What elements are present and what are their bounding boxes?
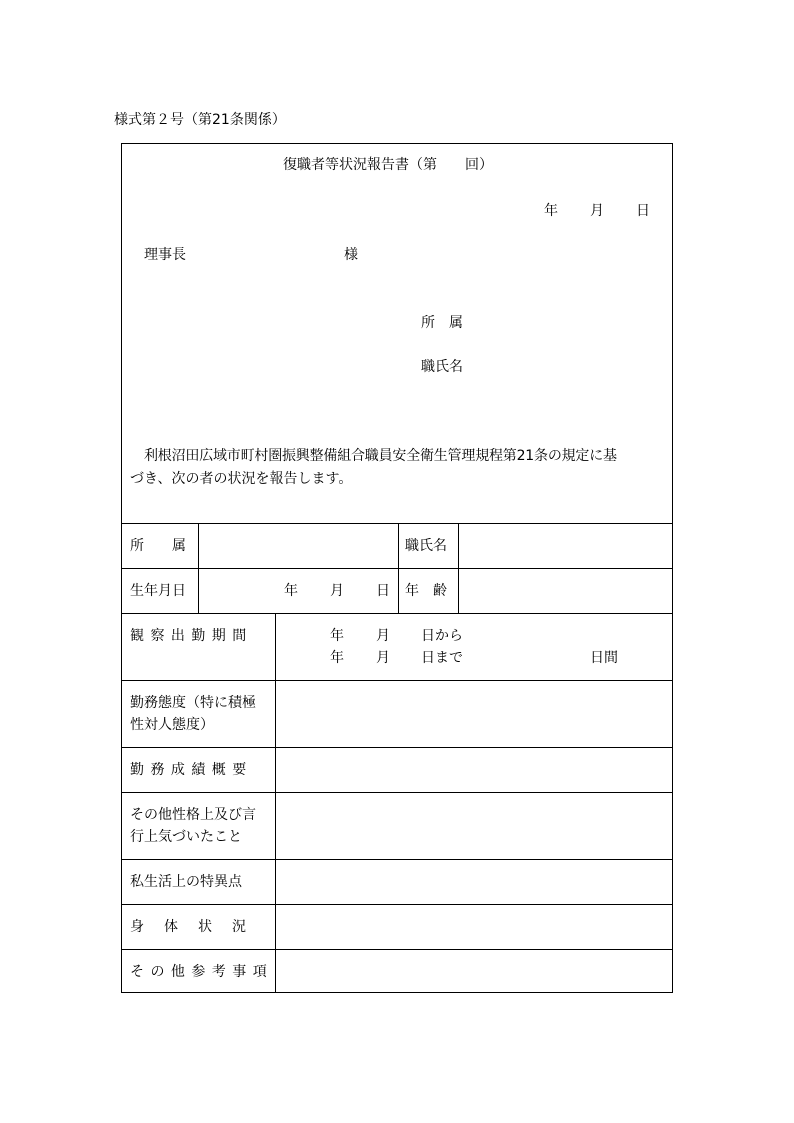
name-label: 職氏名 <box>405 538 447 554</box>
work-attitude-label-2: 性対人態度） <box>130 717 214 733</box>
row-divider <box>121 568 673 569</box>
birthdate-label: 生年月日 <box>130 583 186 599</box>
column-divider <box>398 523 399 613</box>
column-divider <box>275 613 276 993</box>
row-divider <box>121 613 673 614</box>
period-start-year: 年 <box>330 628 344 644</box>
private-life-label: 私生活上の特異点 <box>130 874 242 890</box>
period-end-year: 年 <box>330 650 344 666</box>
birth-month-label: 月 <box>330 583 344 599</box>
work-attitude-label-1: 勤務態度（特に積極 <box>130 695 256 711</box>
date-day-label: 日 <box>636 203 650 219</box>
column-divider <box>458 523 459 613</box>
birth-day-label: 日 <box>376 583 390 599</box>
row-divider <box>121 792 673 793</box>
other-traits-label-1: その他性格上及び言 <box>130 807 256 823</box>
birth-year-label: 年 <box>284 583 298 599</box>
column-divider <box>198 523 199 613</box>
age-label: 年 齢 <box>405 583 447 599</box>
period-days-label: 日間 <box>590 650 618 666</box>
other-traits-label-2: 行上気づいたこと <box>130 829 242 845</box>
statement-line-2: づき、次の者の状況を報告します。 <box>130 471 353 487</box>
addressee-honorific: 様 <box>344 247 358 263</box>
period-end-day: 日まで <box>421 650 463 666</box>
statement-line-1: 利根沼田広域市町村圏振興整備組合職員安全衛生管理規程第21条の規定に基 <box>144 448 617 464</box>
row-divider <box>121 680 673 681</box>
observation-period-label: 観 察 出 勤 期 間 <box>130 628 248 644</box>
period-start-month: 月 <box>376 628 390 644</box>
date-month-label: 月 <box>590 203 604 219</box>
table-top-rule <box>121 523 673 524</box>
physical-condition-label: 身 体 状 況 <box>130 919 249 935</box>
row-divider <box>121 859 673 860</box>
row-divider <box>121 904 673 905</box>
period-start-day: 日から <box>421 628 463 644</box>
date-year-label: 年 <box>544 203 558 219</box>
addressee-role: 理事長 <box>144 247 186 263</box>
reporter-name-label: 職氏名 <box>421 359 463 375</box>
row-divider <box>121 949 673 950</box>
period-end-month: 月 <box>376 650 390 666</box>
form-number: 様式第２号（第21条関係） <box>114 112 286 128</box>
work-performance-label: 勤 務 成 績 概 要 <box>130 762 248 778</box>
row-divider <box>121 747 673 748</box>
form-title: 復職者等状況報告書（第 回） <box>283 157 493 173</box>
reporter-dept-label: 所 属 <box>421 315 463 331</box>
dept-label: 所 属 <box>130 538 186 554</box>
other-references-label: そ の 他 参 考 事 項 <box>130 964 268 980</box>
